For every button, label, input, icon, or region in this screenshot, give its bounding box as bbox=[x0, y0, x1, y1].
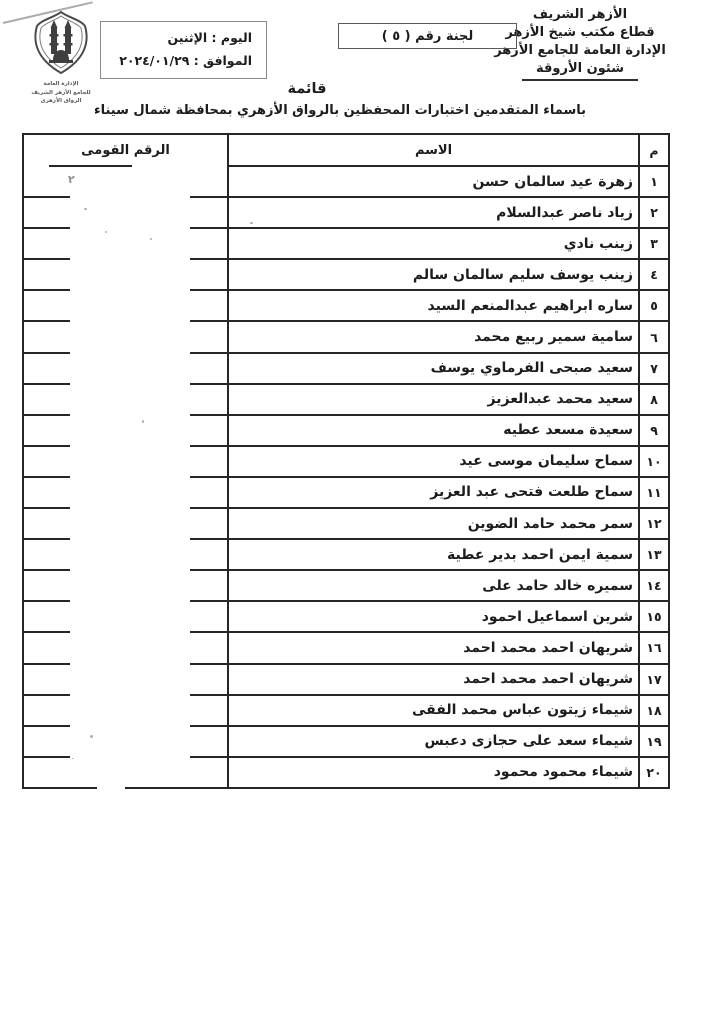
org-line-3: الإدارة العامة للجامع الأزهر bbox=[494, 42, 666, 58]
national-id-cell bbox=[24, 696, 227, 725]
applicant-name: سعيد محمد عبدالعزيز bbox=[227, 385, 638, 414]
row-number: ٢٠ bbox=[638, 758, 668, 787]
row-number: ١١ bbox=[638, 478, 668, 507]
national-id-cell bbox=[24, 478, 227, 507]
org-line-2: قطاع مكتب شيخ الأزهر bbox=[505, 24, 655, 40]
row-number: ١٥ bbox=[638, 602, 668, 631]
table-row bbox=[24, 696, 668, 727]
logo-caption-1: الإدارة العامة bbox=[43, 81, 79, 87]
row-number: ١٣ bbox=[638, 540, 668, 569]
header-index: م bbox=[638, 135, 668, 165]
applicant-name: زياد ناصر عبدالسلام bbox=[227, 198, 638, 227]
applicants-table bbox=[22, 133, 670, 789]
applicant-name: شيماء محمود محمود bbox=[227, 758, 638, 787]
row-number: ٩ bbox=[638, 416, 668, 445]
row-number: ٧ bbox=[638, 354, 668, 383]
table-row bbox=[24, 322, 668, 353]
row-number: ١٦ bbox=[638, 633, 668, 662]
table-row bbox=[24, 509, 668, 540]
table-row bbox=[24, 758, 668, 789]
national-id-cell bbox=[24, 291, 227, 320]
page-title: قائمة bbox=[287, 81, 327, 97]
logo-caption-2: للجامع الأزهر الشريف bbox=[31, 89, 91, 96]
applicant-name: سماح طلعت فتحى عبد العزيز bbox=[227, 478, 638, 507]
org-line-4: شئون الأروقة bbox=[522, 60, 638, 81]
table-row bbox=[24, 478, 668, 509]
row-number: ١٤ bbox=[638, 571, 668, 600]
national-id-cell bbox=[24, 758, 227, 787]
table-row bbox=[24, 354, 668, 385]
applicant-name: زينب نادي bbox=[227, 229, 638, 258]
national-id-cell bbox=[24, 354, 227, 383]
national-id-cell bbox=[24, 633, 227, 662]
national-id-cell bbox=[24, 602, 227, 631]
date-box bbox=[100, 21, 267, 79]
applicant-name: سامية سمير ربيع محمد bbox=[227, 322, 638, 351]
row-number: ٢ bbox=[638, 198, 668, 227]
national-id-cell bbox=[24, 447, 227, 476]
table-row bbox=[24, 540, 668, 571]
header-name: الاسم bbox=[227, 135, 638, 165]
table-row bbox=[24, 665, 668, 696]
national-id-cell bbox=[24, 260, 227, 289]
table-row bbox=[24, 229, 668, 260]
date-date-line: الموافق : ٢٠٢٤/٠١/٢٩ bbox=[119, 52, 252, 68]
table-row bbox=[24, 447, 668, 478]
header-national-id: الرقم القومى bbox=[24, 135, 227, 165]
national-id-cell bbox=[24, 229, 227, 258]
applicant-name: سميره خالد حامد على bbox=[227, 571, 638, 600]
committee-number-label: لجنة رقم ( ٥ ) bbox=[381, 28, 474, 44]
table-row bbox=[24, 385, 668, 416]
table-row bbox=[24, 291, 668, 322]
applicant-name: سمر محمد حامد الضوين bbox=[227, 509, 638, 538]
table-row bbox=[24, 571, 668, 602]
committee-number-box bbox=[338, 23, 517, 49]
row-number: ٤ bbox=[638, 260, 668, 289]
national-id-cell bbox=[24, 385, 227, 414]
applicant-name: شريهان احمد محمد احمد bbox=[227, 665, 638, 694]
table-row bbox=[24, 167, 668, 198]
applicant-name: ساره ابراهيم عبدالمنعم السيد bbox=[227, 291, 638, 320]
applicant-name: شيماء زيتون عباس محمد الفقى bbox=[227, 696, 638, 725]
table-header-row bbox=[24, 135, 668, 167]
row-number: ٨ bbox=[638, 385, 668, 414]
row-number: ٦ bbox=[638, 322, 668, 351]
row-number: ١ bbox=[638, 167, 668, 196]
table-row bbox=[24, 260, 668, 291]
row-number: ١٨ bbox=[638, 696, 668, 725]
row-number: ٣ bbox=[638, 229, 668, 258]
org-line-1: الأزهر الشريف bbox=[532, 7, 628, 22]
applicant-name: سعيد صبحى الفرماوي يوسف bbox=[227, 354, 638, 383]
row-number: ١٢ bbox=[638, 509, 668, 538]
row-number: ١٩ bbox=[638, 727, 668, 756]
table-row bbox=[24, 416, 668, 447]
applicant-name: زهرة عيد سالمان حسن bbox=[227, 167, 638, 196]
national-id-cell bbox=[24, 727, 227, 756]
page-subtitle: باسماء المتقدمين اختبارات المحفظين بالرواق الأزهري بمحافظة شمال سيناء bbox=[93, 103, 587, 118]
national-id-cell bbox=[24, 416, 227, 445]
row-number: ١٧ bbox=[638, 665, 668, 694]
logo-caption-3: الرواق الأزهرى bbox=[40, 98, 82, 105]
row-number: ١٠ bbox=[638, 447, 668, 476]
national-id-cell bbox=[24, 167, 227, 196]
table-row bbox=[24, 602, 668, 633]
national-id-value: ٢ bbox=[68, 173, 75, 186]
applicant-name: شيماء سعد على حجازى دعبس bbox=[227, 727, 638, 756]
applicant-name: سعيدة مسعد عطيه bbox=[227, 416, 638, 445]
applicant-name: سماح سليمان موسى عيد bbox=[227, 447, 638, 476]
national-id-cell bbox=[24, 540, 227, 569]
applicant-name: شريهان احمد محمد احمد bbox=[227, 633, 638, 662]
national-id-cell bbox=[24, 198, 227, 227]
applicant-name: شرين اسماعيل احمود bbox=[227, 602, 638, 631]
applicant-name: زينب يوسف سليم سالمان سالم bbox=[227, 260, 638, 289]
national-id-cell bbox=[24, 322, 227, 351]
date-day-line: اليوم : الإثنين bbox=[167, 30, 252, 45]
table-row bbox=[24, 198, 668, 229]
azhar-emblem-icon bbox=[29, 10, 93, 76]
national-id-cell bbox=[24, 509, 227, 538]
national-id-cell bbox=[24, 665, 227, 694]
national-id-cell bbox=[24, 571, 227, 600]
row-number: ٥ bbox=[638, 291, 668, 320]
table-row bbox=[24, 727, 668, 758]
table-row bbox=[24, 633, 668, 664]
applicant-name: سمية ايمن احمد بدير عطية bbox=[227, 540, 638, 569]
